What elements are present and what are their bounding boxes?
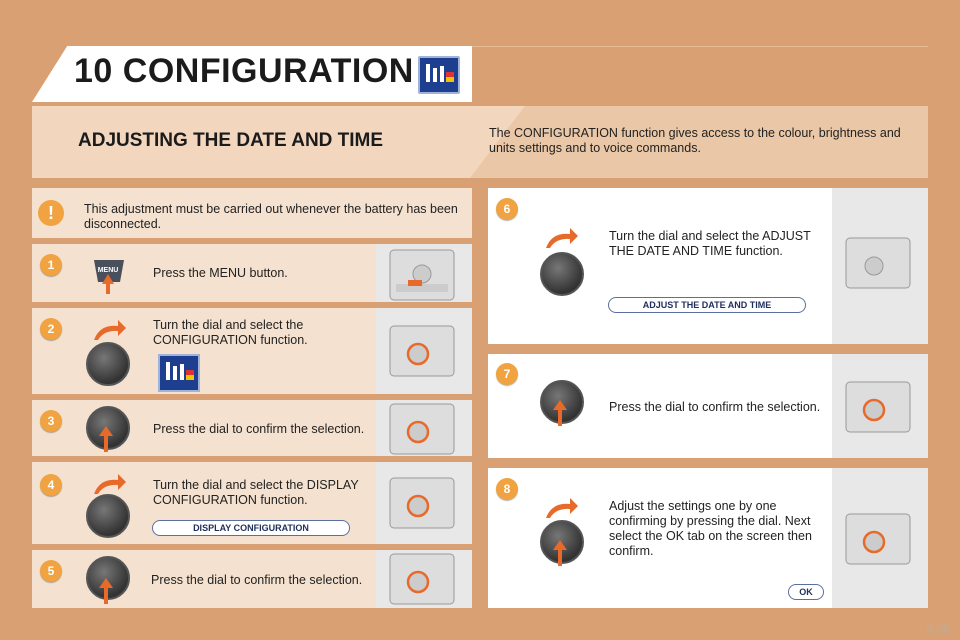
step-text-7: Press the dial to confirm the selection. [609, 400, 821, 414]
step-text-6: Turn the dial and select the ADJUST THE DATE AND TIME function. [609, 229, 811, 258]
radio-unit-icon [386, 398, 462, 460]
step-text-3: Press the dial to confirm the selection. [153, 422, 365, 436]
press-arrow-icon [99, 426, 113, 452]
display-configuration-tab[interactable]: DISPLAY CONFIGURATION [152, 520, 350, 536]
menu-key-icon [88, 256, 128, 296]
step-number-2: 2 [40, 318, 62, 340]
section-title: ADJUSTING THE DATE AND TIME [78, 130, 384, 151]
press-arrow-icon [553, 400, 567, 426]
step-number-7: 7 [496, 363, 518, 385]
step-text-8: Adjust the settings one by one confirming by pressing the dial. Next select the OK tab on the screen then confirm. [609, 499, 812, 558]
page-title [74, 52, 414, 91]
chapter-title: CONFIGURATION [122, 52, 414, 90]
step-text-4: Turn the dial and select the DISPLAY CONFIGURATION function. [153, 478, 359, 507]
dial-icon [540, 252, 584, 296]
warning-text: This adjustment must be carried out whenever the battery has been disconnected. [84, 202, 458, 231]
step-number-1: 1 [40, 254, 62, 276]
radio-unit-icon [386, 548, 462, 610]
step-number-3: 3 [40, 410, 62, 432]
step-number-8: 8 [496, 478, 518, 500]
step-text-5: Press the dial to confirm the selection. [151, 573, 363, 587]
radio-unit-icon [386, 472, 462, 534]
press-arrow-icon [553, 540, 567, 566]
radio-unit-icon [386, 320, 462, 382]
dial-icon [86, 342, 130, 386]
radio-unit-icon [842, 376, 918, 438]
press-arrow-icon [99, 578, 113, 604]
radio-unit-icon [842, 232, 918, 294]
warning-icon: ! [38, 200, 64, 226]
rotate-arrow-icon [92, 318, 128, 342]
step-number-6: 6 [496, 198, 518, 220]
step-text-1: Press the MENU button. [153, 266, 288, 280]
menu-key-label: MENU [97, 267, 119, 274]
adjust-date-time-tab[interactable]: ADJUST THE DATE AND TIME [608, 297, 806, 313]
chapter-number: 10 [74, 52, 113, 90]
radio-unit-icon [842, 508, 918, 570]
configuration-icon [158, 354, 200, 392]
rotate-arrow-icon [544, 496, 580, 520]
intro-text: The CONFIGURATION function gives access to the colour, brightness and units settings and to voice commands. [489, 126, 901, 155]
step-number-5: 5 [40, 560, 62, 582]
rotate-arrow-icon [544, 226, 580, 250]
step-text-2: Turn the dial and select the CONFIGURATION function. [153, 318, 308, 347]
step-number-4: 4 [40, 474, 62, 496]
rotate-arrow-icon [92, 472, 128, 496]
header-band-right [472, 46, 928, 103]
dial-icon [86, 494, 130, 538]
radio-unit-icon [386, 244, 462, 306]
configuration-icon [418, 56, 460, 94]
ok-tab[interactable]: OK [788, 584, 824, 600]
page-number: 9.35 [926, 622, 950, 636]
